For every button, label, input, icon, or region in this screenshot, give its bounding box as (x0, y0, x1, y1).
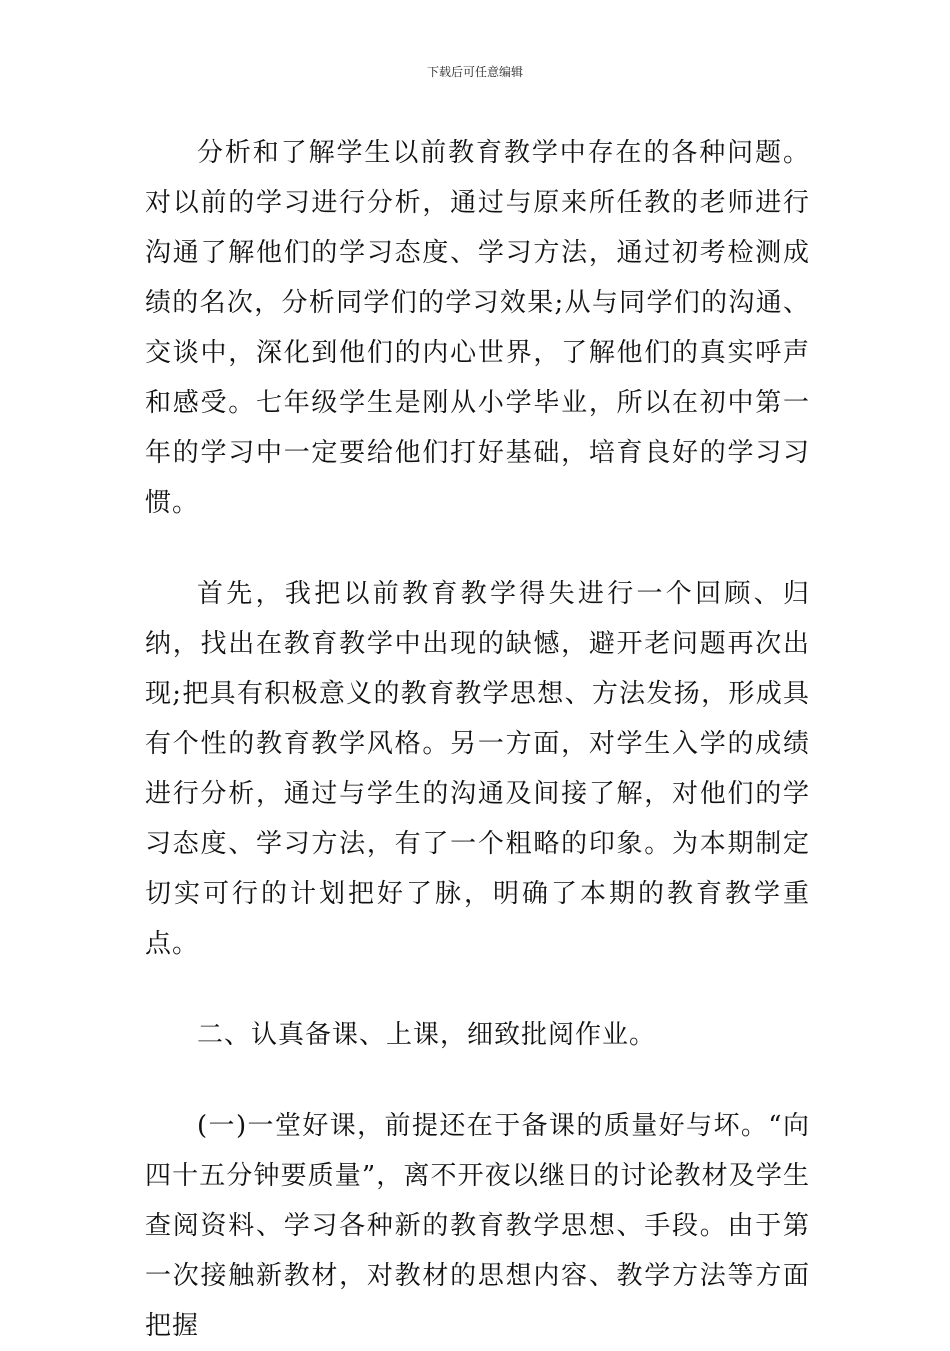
page-header: 下载后可任意编辑 (426, 65, 523, 79)
paragraph-lesson-prep: (一)一堂好课，前提还在于备课的质量好与坏。“向四十五分钟要质量”，离不开夜以继日的讨论教材及学生查阅资料、学习各种新的教育教学思想、手段。由于第一次接触新教材，对教材的思想内容、教学方法等方面把握 (145, 1111, 810, 1341)
paragraph-analysis: 分析和了解学生以前教育教学中存在的各种问题。对以前的学习进行分析，通过与原来所任教的老师进行沟通了解他们的学习态度、学习方法，通过初考检测成绩的名次，分析同学们的学习效果;从与同学们的沟通、交谈中，深化到他们的内心世界，了解他们的真实呼声和感受。七年级学生是刚从小学毕业，所以在初中第一年的学习中一定要给他们打好基础，培育良好的学习习惯。 (145, 138, 810, 518)
paragraph-first: 首先，我把以前教育教学得失进行一个回顾、归纳，找出在教育教学中出现的缺憾，避开老问题再次出现;把具有积极意义的教育教学思想、方法发扬，形成具有个性的教育教学风格。另一方面，对学生入学的成绩进行分析，通过与学生的沟通及间接了解，对他们的学习态度、学习方法，有了一个粗略的印象。为本期制定切实可行的计划把好了脉，明确了本期的教育教学重点。 (145, 579, 810, 959)
document-body (145, 128, 810, 1351)
section-heading: 二、认真备课、上课，细致批阅作业。 (197, 1020, 657, 1050)
